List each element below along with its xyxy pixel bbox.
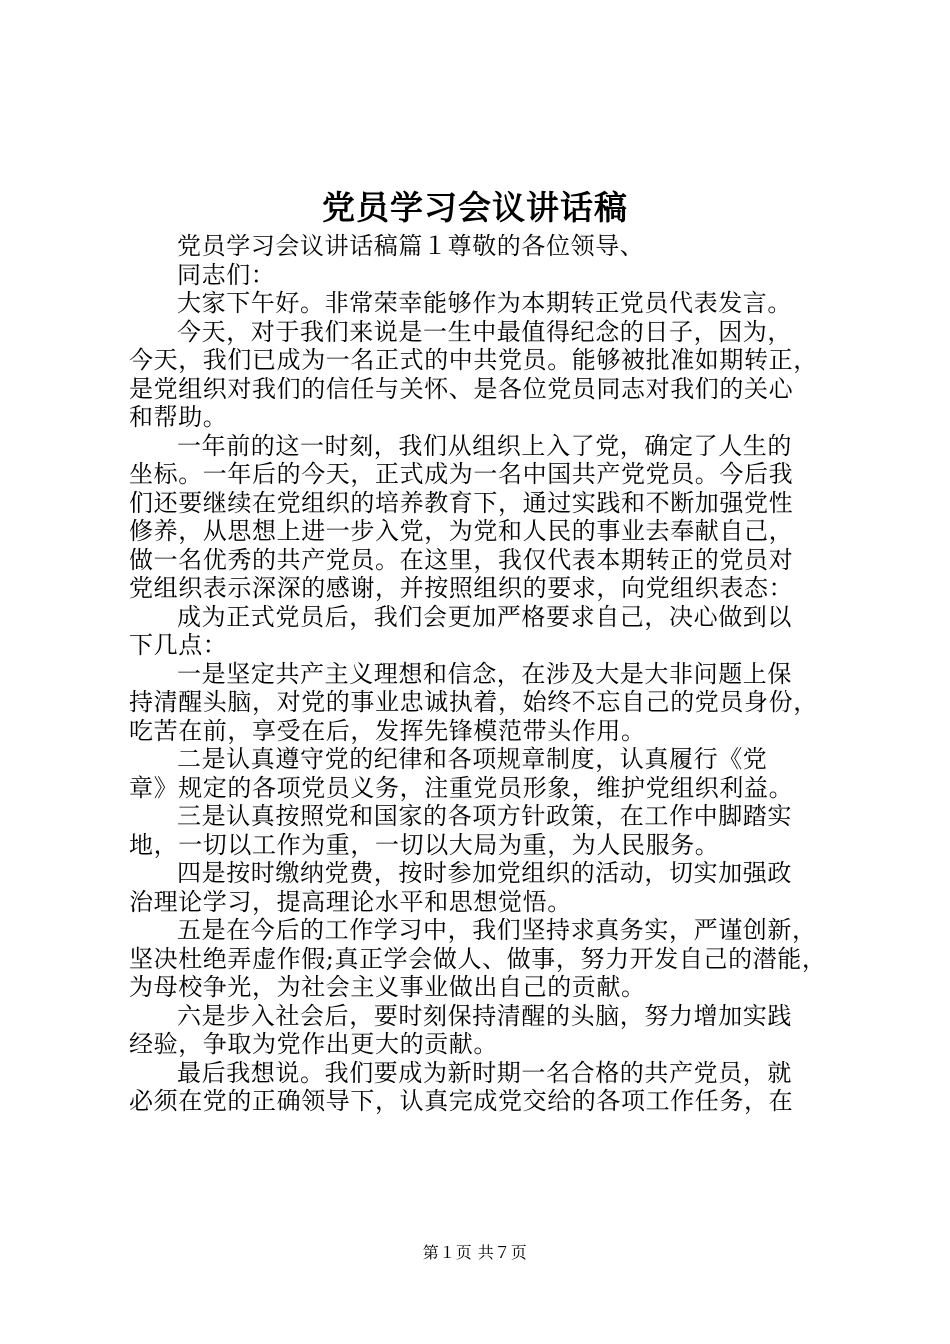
paragraph-line: 最后我想说。我们要成为新时期一名合格的共产党员，就 (177, 1058, 792, 1087)
paragraph-line: 是党组织对我们的信任与关怀、是各位党员同志对我们的关心 (129, 374, 794, 403)
paragraph (129, 859, 829, 916)
paragraph (129, 318, 829, 432)
paragraph-line: 党组织表示深深的感谢，并按照组织的要求，向党组织表态： (129, 574, 794, 602)
paragraph (129, 1002, 829, 1059)
paragraph-line: 经验，争取为党作出更大的贡献。 (129, 1030, 498, 1058)
paragraph (129, 261, 829, 290)
paragraph-line: 修养，从思想上进一步入党，为党和人民的事业去奉献自己， (129, 517, 794, 545)
paragraph-line: 六是步入社会后，要时刻保持清醒的头脑，努力增加实践 (177, 1001, 792, 1030)
paragraph-line: 党员学习会议讲话稿篇１尊敬的各位领导、 (177, 232, 645, 260)
paragraph (129, 289, 829, 318)
paragraph-line: 一年前的这一时刻，我们从组织上入了党，确定了人生的 (177, 431, 792, 460)
paragraph-line: 们还要继续在党组织的培养教育下，通过实践和不断加强党性 (129, 488, 794, 517)
paragraph (129, 916, 829, 1002)
paragraph-line: 坚决杜绝弄虚作假;真正学会做人、做事，努力开发自己的潜能， (129, 944, 827, 973)
paragraph-line: 二是认真遵守党的纪律和各项规章制度，认真履行《党 (177, 745, 768, 773)
paragraph-line: 同志们： (177, 260, 276, 289)
document-title: 党员学习会议讲话稿 (322, 188, 628, 227)
paragraph-line: 治理论学习，提高理论水平和思想觉悟。 (129, 887, 572, 916)
paragraph-line: 下几点： (129, 631, 228, 659)
paragraph-line: 大家下午好。非常荣幸能够作为本期转正党员代表发言。 (177, 289, 792, 317)
paragraph-line: 今天，对于我们来说是一生中最值得纪念的日子，因为， (177, 317, 792, 346)
paragraph-line: 和帮助。 (129, 403, 228, 431)
paragraph-line: 成为正式党员后，我们会更加严格要求自己，决心做到以 (177, 602, 792, 631)
paragraph-line: 今天，我们已成为一名正式的中共党员。能够被批准如期转正， (129, 346, 818, 374)
paragraph (129, 603, 829, 660)
paragraph-line: 做一名优秀的共产党员。在这里，我仅代表本期转正的党员对 (129, 545, 794, 574)
paragraph-line: 为母校争光，为社会主义事业做出自己的贡献。 (129, 973, 646, 1001)
paragraph (129, 1059, 829, 1116)
paragraph-line: 五是在今后的工作学习中，我们坚持求真务实，严谨创新， (177, 916, 817, 944)
paragraph-line: 地，一切以工作为重，一切以大局为重，为人民服务。 (129, 830, 720, 859)
paragraph (129, 802, 829, 859)
paragraph-line: 必须在党的正确领导下，认真完成党交给的各项工作任务，在 (129, 1087, 794, 1115)
paragraph (129, 432, 829, 603)
paragraph-line: 坐标。一年后的今天，正式成为一名中国共产党党员。今后我 (129, 460, 794, 488)
paragraph-line: 吃苦在前，享受在后，发挥先锋模范带头作用。 (129, 716, 646, 745)
paragraph (129, 232, 829, 261)
paragraph-line: 四是按时缴纳党费，按时参加党组织的活动，切实加强政 (177, 859, 792, 887)
paragraph (129, 660, 829, 746)
document-body (129, 232, 829, 1116)
paragraph-line: 持清醒头脑，对党的事业忠诚执着，始终不忘自己的党员身份， (129, 688, 818, 716)
page-footer: 第１页 共７页 (422, 1243, 528, 1262)
paragraph-line: 一是坚定共产主义理想和信念，在涉及大是大非问题上保 (177, 659, 792, 688)
paragraph-line: 三是认真按照党和国家的各项方针政策，在工作中脚踏实 (177, 802, 792, 830)
paragraph-line: 章》规定的各项党员义务，注重党员形象，维护党组织利益。 (129, 773, 794, 802)
paragraph (129, 745, 829, 802)
